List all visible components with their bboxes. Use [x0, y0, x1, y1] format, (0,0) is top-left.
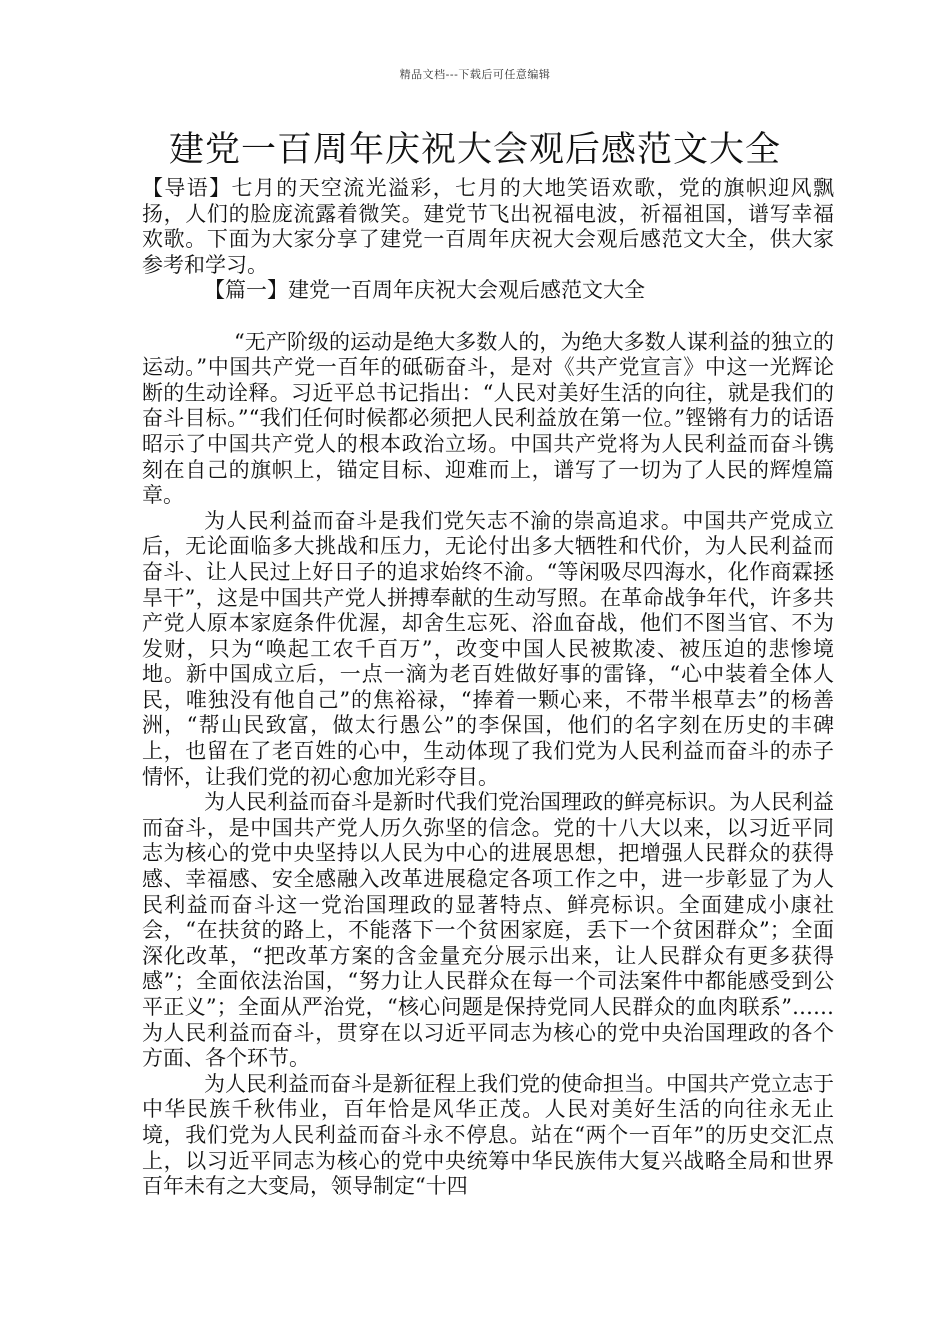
- document-body: [142, 176, 834, 1200]
- body-paragraph-3: 为人民利益而奋斗是新时代我们党治国理政的鲜亮标识。为人民利益而奋斗，是中国共产党人历久弥坚的信念。党的十八大以来，以习近平同志为核心的党中央坚持以人民为中心的进展思想，把增强人民群众的获得感、幸福感、安全感融入改革进展稳定各项工作之中，进一步彰显了为人民利益而奋斗这一党治国理政的显著特点、鲜亮标识。全面建成小康社会，“在扶贫的路上，不能落下一个贫困家庭，丢下一个贫困群众”；全面深化改革，“把改革方案的含金量充分展示出来，让人民群众有更多获得感”；全面依法治国，“努力让人民群众在每一个司法案件中都能感受到公平正义”；全面从严治党，“核心问题是保持党同人民群众的血肉联系”……为人民利益而奋斗，贯穿在以习近平同志为核心的党中央治国理政的各个方面、各个环节。: [142, 790, 834, 1071]
- section-heading: 【篇一】建党一百周年庆祝大会观后感范文大全: [204, 278, 645, 303]
- document-title: 建党一百周年庆祝大会观后感范文大全: [168, 130, 781, 170]
- body-paragraph-2: 为人民利益而奋斗是我们党矢志不渝的崇高追求。中国共产党成立后，无论面临多大挑战和压力，无论付出多大牺牲和代价，为人民利益而奋斗、让人民过上好日子的追求始终不渝。“等闲吸尽四海水，化作商霖拯旱干”，这是中国共产党人拼搏奉献的生动写照。在革命战争年代，许多共产党人原本家庭条件优渥，却舍生忘死、浴血奋战，他们不图当官、不为发财，只为“唤起工农千百万”，改变中国人民被欺凌、被压迫的悲惨境地。新中国成立后，一点一滴为老百姓做好事的雷锋，“心中装着全体人民，唯独没有他自己”的焦裕禄，“捧着一颗心来，不带半根草去”的杨善洲，“帮山民致富，做太行愚公”的李保国，他们的名字刻在历史的丰碑上，也留在了老百姓的心中，生动体现了我们党为人民利益而奋斗的赤子情怀，让我们党的初心愈加光彩夺目。: [142, 508, 834, 789]
- body-paragraph-4: 为人民利益而奋斗是新征程上我们党的使命担当。中国共产党立志于中华民族千秋伟业，百年恰是风华正茂。人民对美好生活的向往永无止境，我们党为人民利益而奋斗永不停息。站在“两个一百年”的历史交汇点上，以习近平同志为核心的党中央统筹中华民族伟大复兴战略全局和世界百年未有之大变局，领导制定“十四: [142, 1071, 834, 1199]
- intro-paragraph: 【导语】七月的天空流光溢彩，七月的大地笑语欢歌，党的旗帜迎风飘扬，人们的脸庞流露着微笑。建党节飞出祝福电波，祈福祖国，谱写幸福欢歌。下面为大家分享了建党一百周年庆祝大会观后感范文大全，供大家参考和学习。: [142, 176, 834, 277]
- blank-line: [142, 304, 834, 330]
- page-header: 精品文档---下载后可任意编辑: [399, 68, 551, 81]
- body-paragraph-1: “无产阶级的运动是绝大多数人的，为绝大多数人谋利益的独立的运动。”中国共产党一百年的砥砺奋斗，是对《共产党宣言》中这一光辉论断的生动诠释。习近平总书记指出：“人民对美好生活的向往，就是我们的奋斗目标。”“我们任何时候都必须把人民利益放在第一位。”铿锵有力的话语昭示了中国共产党人的根本政治立场。中国共产党将为人民利益而奋斗镌刻在自己的旗帜上，锚定目标、迎难而上，谱写了一切为了人民的辉煌篇章。: [142, 329, 834, 508]
